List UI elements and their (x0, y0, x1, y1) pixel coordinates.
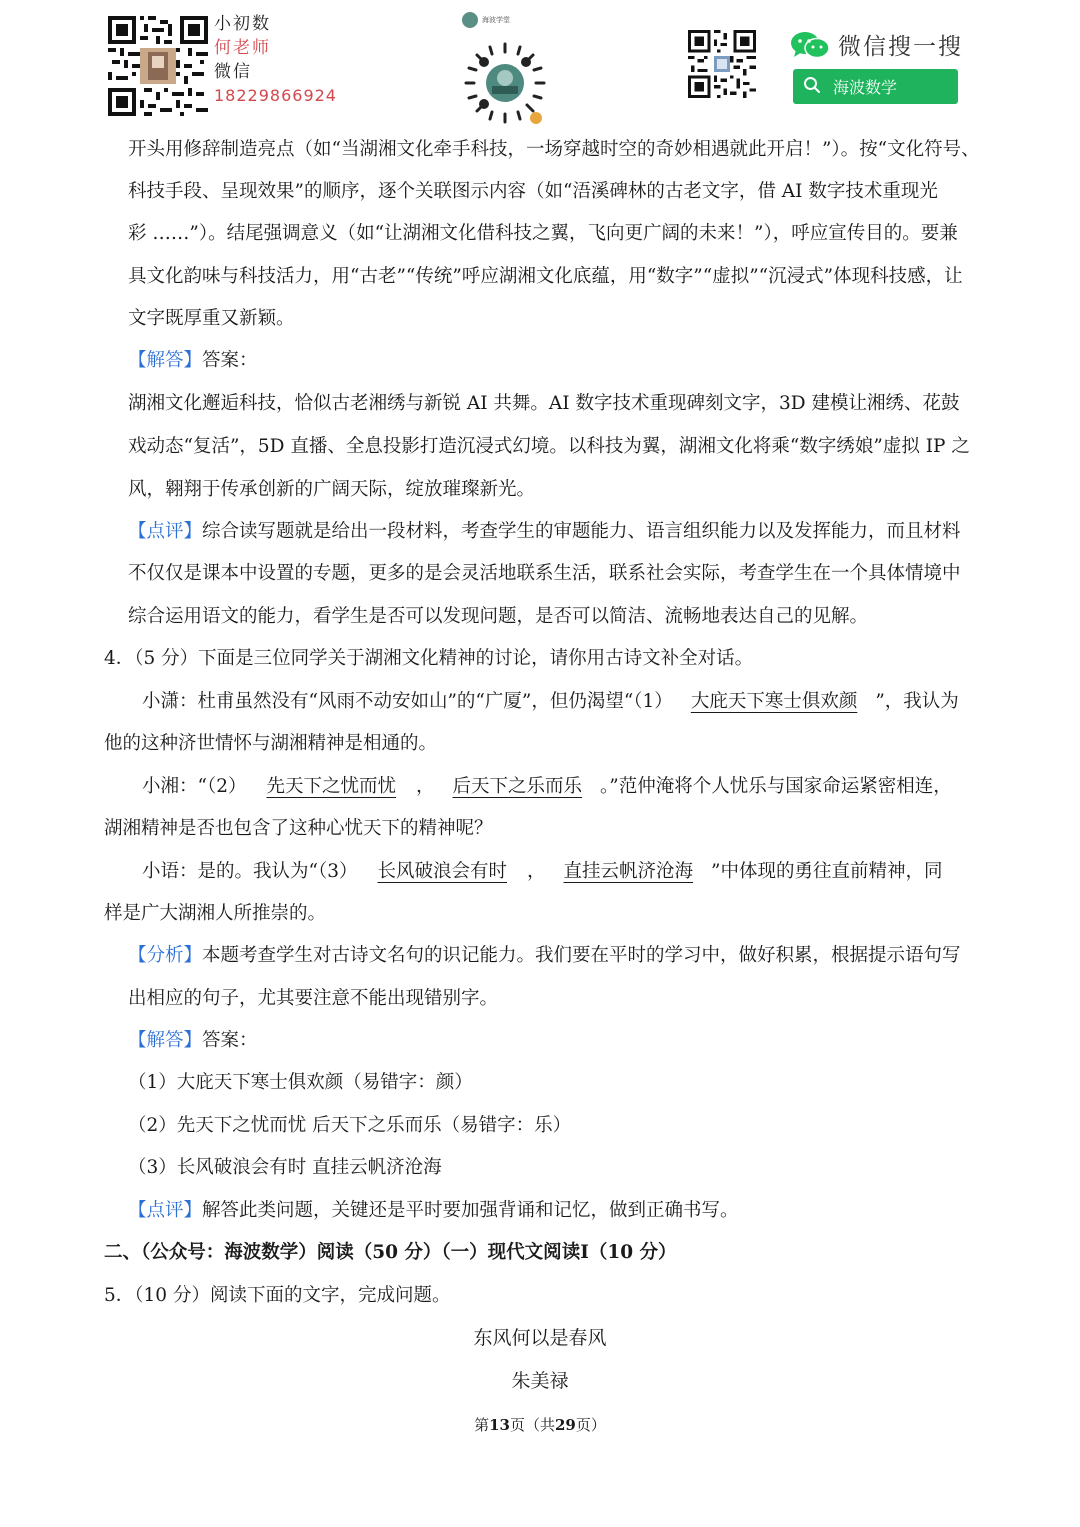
dialogue-text: 小潇：杜甫虽然没有“风雨不动安如山”的“广厦”，但仍渴望“（1） (142, 691, 673, 712)
answer-tag: 【解答】 (128, 350, 203, 371)
footer-text: 页） (575, 1416, 606, 1434)
answer-blank: 长风破浪会有时 (377, 861, 507, 882)
comment-tag: 【点评】 (128, 521, 203, 542)
comment-text: 解答此类问题，关键还是平时要加强背诵和记忆，做到正确书写。 (202, 1200, 739, 1221)
comment-text: 综合读写题就是给出一段材料，考查学生的审题能力、语言组织能力以及发挥能力，而且材料 (202, 521, 961, 542)
footer-text: 页（共 (509, 1416, 555, 1434)
comment-line (128, 519, 961, 545)
analysis-tag: 【分析】 (128, 945, 203, 966)
mini-program-code-icon (462, 40, 548, 130)
answer-blank: 后天下之乐而乐 (452, 776, 583, 797)
dialogue-text: 。”范仲淹将个人忧乐与国家命运紧密相连， (600, 776, 952, 797)
contact-info (214, 12, 337, 108)
contact-line: 小初数 (214, 14, 271, 34)
mini-program-card (458, 10, 552, 120)
paragraph-line: 出相应的句子，尤其要注意不能出现错别字。 (128, 988, 499, 1009)
answer-tag: 【解答】 (128, 1030, 203, 1051)
footer-text: 第 (474, 1416, 490, 1434)
question-5: 5．（10 分）阅读下面的文字，完成问题。 (104, 1285, 451, 1306)
dialogue-text: 小湘：“（2） (142, 776, 247, 797)
dialogue-line: 他的这种济世情怀与湖湘精神是相通的。 (104, 733, 438, 754)
answer-blank: 先天下之忧而忧 (266, 776, 396, 797)
comment-line (128, 1198, 739, 1224)
paragraph-line: 具文化韵味与科技活力，用“古老”“传统”呼应湖湘文化底蕴，用“数字”“虚拟”“沉浸式”体现科技感，让 (128, 266, 963, 287)
analysis-line (128, 943, 961, 969)
dialogue-text: ”中体现的勇往直前精神，同 (711, 861, 943, 882)
paragraph-line: 风，翱翔于传承创新的广阔天际，绽放璀璨新光。 (128, 479, 536, 500)
contact-line: 何老师 (214, 38, 271, 58)
dialogue-text: ”，我认为 (875, 691, 959, 712)
search-button[interactable] (793, 69, 958, 104)
dialogue-text: ， (527, 861, 546, 882)
search-icon (803, 76, 821, 98)
search-button-label: 海波数学 (833, 78, 898, 97)
wechat-search-label: 微信搜一搜 (838, 34, 963, 60)
dialogue-line (142, 774, 952, 800)
dialogue-line: 湖湘精神是否也包含了这种心忧天下的精神呢？ (104, 818, 493, 839)
paragraph-line: 不仅仅是课本中设置的专题，更多的是会灵活地联系生活，联系社会实际，考查学生在一个具体情境中 (128, 563, 961, 584)
page-total: 29 (555, 1416, 576, 1434)
section-heading: 二、（公众号：海波数学）阅读（50 分）（一）现代文阅读I（10 分） (104, 1242, 677, 1263)
article-author: 朱美禄 (511, 1370, 569, 1392)
paragraph-line: 文字既厚重又新颖。 (128, 308, 295, 329)
dialogue-text: ， (416, 776, 435, 797)
dialogue-line: 样是广大湖湘人所推崇的。 (104, 903, 327, 924)
answer-item: （2）先天下之忧而忧 后天下之乐而乐（易错字：乐） (128, 1115, 572, 1136)
dialogue-text: 小语：是的。我认为“（3） (142, 861, 358, 882)
answer-label: 答案： (202, 350, 258, 371)
answer-heading (128, 1028, 258, 1054)
analysis-text: 本题考查学生对古诗文名句的识记能力。我们要在平时的学习中，做好积累，根据提示语句写 (202, 945, 961, 966)
article-title: 东风何以是春风 (473, 1327, 607, 1349)
paragraph-line: 综合运用语文的能力，看学生是否可以发现问题，是否可以简洁、流畅地表达自己的见解。 (128, 606, 869, 627)
page-header (0, 0, 1080, 128)
paragraph-line: 彩 ……”）。结尾强调意义（如“让湖湘文化借科技之翼，飞向更广阔的未来！”），呼应宣传目的。要兼 (128, 223, 958, 244)
qr-code-icon (688, 30, 756, 98)
avatar (462, 12, 478, 28)
paragraph-line: 开头用修辞制造亮点（如“当湖湘文化牵手科技，一场穿越时空的奇妙相遇就此开启！”）。按“文化符号、 (128, 139, 980, 160)
contact-line: 微信 (214, 62, 252, 82)
answer-item: （1）大庇天下寒士俱欢颜（易错字：颜） (128, 1072, 473, 1093)
dialogue-line (142, 689, 959, 715)
qr-code-icon (108, 16, 208, 116)
comment-tag: 【点评】 (128, 1200, 203, 1221)
paragraph-line: 科技手段、呈现效果”的顺序，逐个关联图示内容（如“浯溪碑林的古老文字，借 AI 数字技术重现光 (128, 181, 938, 202)
question-4: 4．（5 分）下面是三位同学关于湖湘文化精神的讨论，请你用古诗文补全对话。 (104, 648, 754, 669)
answer-blank: 大庇天下寒士俱欢颜 (690, 691, 858, 712)
page-number: 13 (489, 1416, 510, 1434)
answer-label: 答案： (202, 1030, 258, 1051)
answer-blank: 直挂云帆济沧海 (563, 861, 694, 882)
phone-number: 18229866924 (214, 86, 337, 105)
paragraph-line: 戏动态“复活”，5D 直播、全息投影打造沉浸式幻境。以科技为翼，湖湘文化将乘“数字绣娘”虚拟 IP 之 (128, 436, 970, 457)
dialogue-line (142, 859, 943, 885)
answer-heading (128, 348, 258, 374)
mini-program-title: 海波学堂 (482, 16, 510, 24)
page-footer (0, 1414, 1080, 1435)
paragraph-line: 湖湘文化邂逅科技，恰似古老湘绣与新锐 AI 共舞。AI 数字技术重现碑刻文字，3D 建模让湘绣、花鼓 (128, 393, 960, 414)
wechat-search-banner (790, 28, 963, 61)
answer-item: （3）长风破浪会有时 直挂云帆济沧海 (128, 1157, 442, 1178)
wechat-logo-icon (790, 30, 830, 60)
